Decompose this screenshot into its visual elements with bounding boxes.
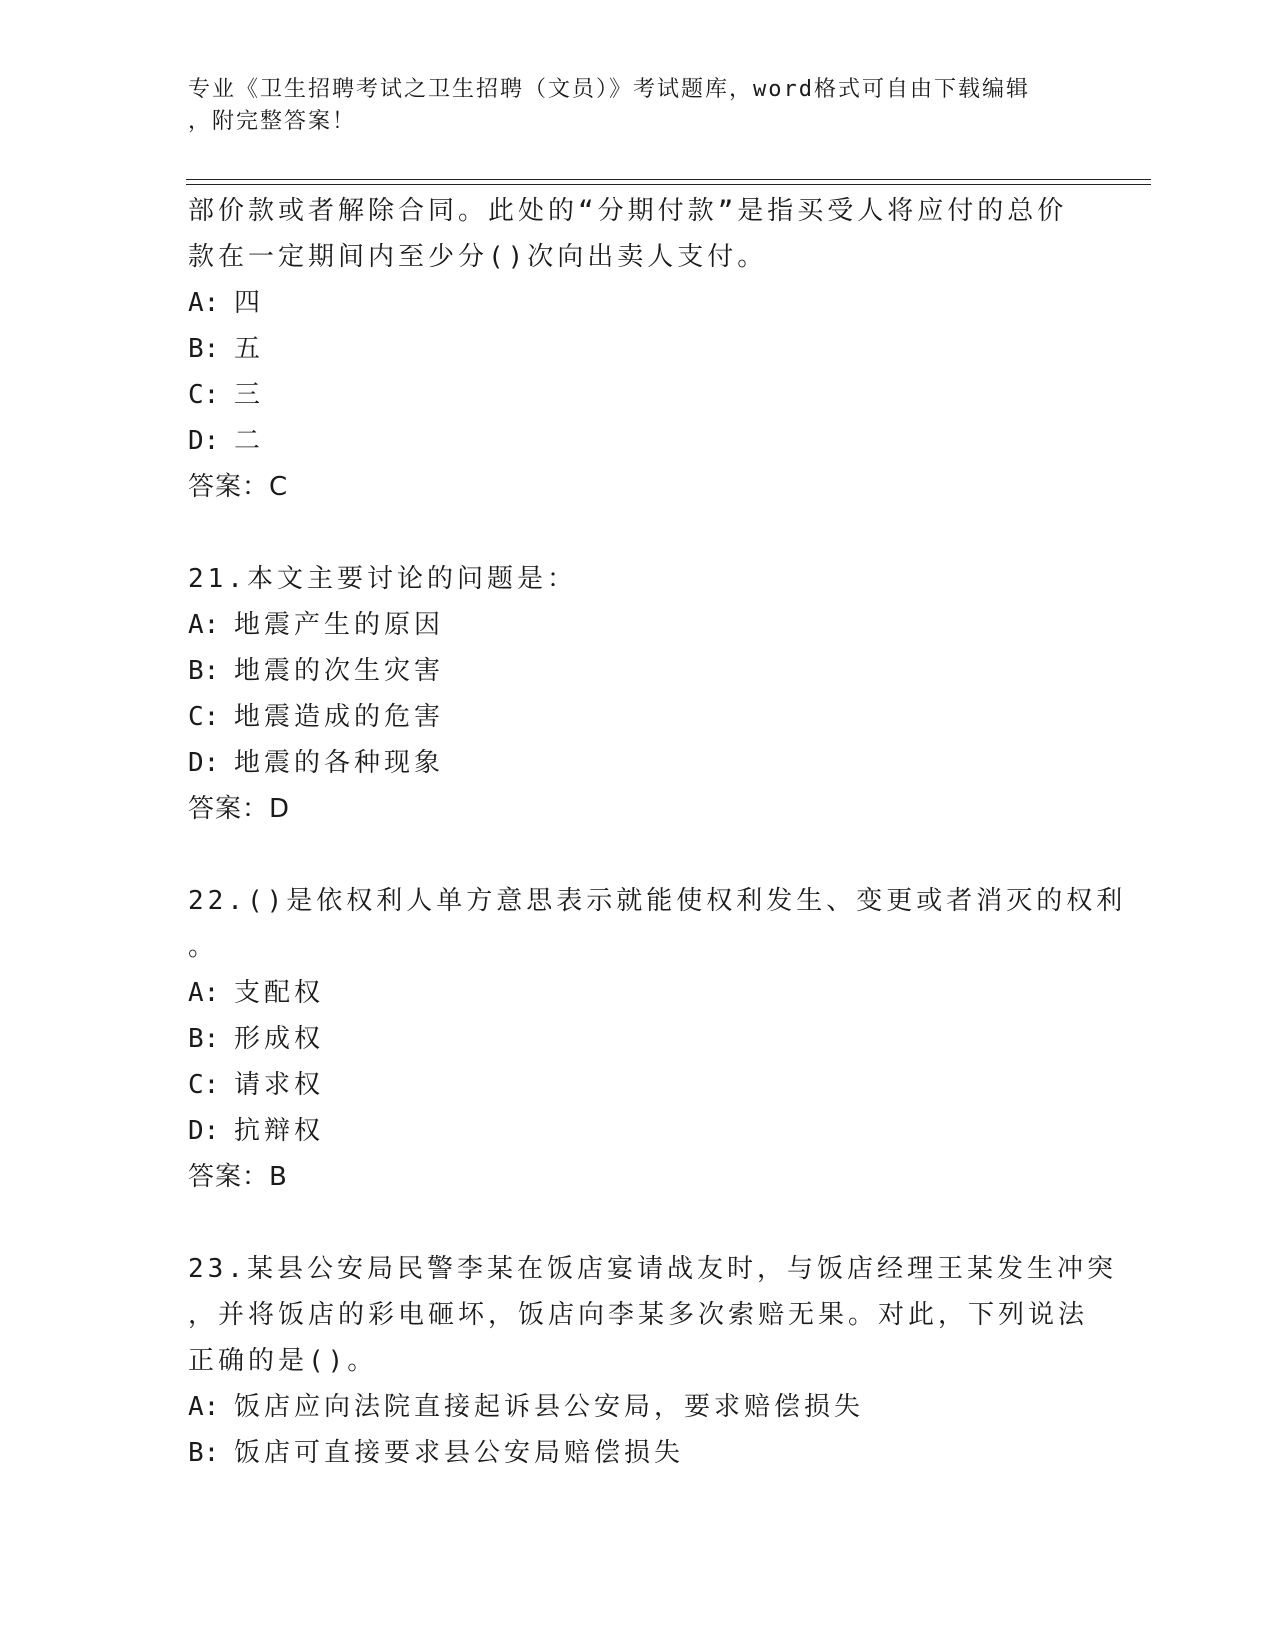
question-text-line: 23.某县公安局民警李某在饭店宴请战友时，与饭店经理王某发生冲突 <box>188 1254 1117 1284</box>
question-list <box>188 188 1127 1476</box>
option-key: D: <box>188 1116 220 1146</box>
question-text-line: 。 <box>188 932 219 962</box>
option-text: 抗辩权 <box>234 1116 325 1146</box>
option-a <box>188 1384 1088 1430</box>
option-key: A: <box>188 288 220 318</box>
option-text: 三 <box>234 380 265 410</box>
option-b <box>188 1430 1088 1476</box>
option-c <box>188 372 1088 418</box>
option-key: A: <box>188 978 220 1008</box>
option-a <box>188 280 1088 326</box>
option-key: B: <box>188 1024 220 1054</box>
option-d <box>188 418 1088 464</box>
spacer <box>188 832 1088 878</box>
option-key: D: <box>188 748 220 778</box>
question-text-line: 部价款或者解除合同。此处的“分期付款”是指买受人将应付的总价 <box>188 196 1068 226</box>
question-23 <box>188 1246 1117 1476</box>
spacer <box>188 510 1088 556</box>
option-text: 地震造成的危害 <box>234 702 445 732</box>
spacer <box>188 1200 1088 1246</box>
option-b <box>188 648 1088 694</box>
option-text: 五 <box>234 334 265 364</box>
question-text-line: 22.()是依权利人单方意思表示就能使权利发生、变更或者消灭的权利 <box>188 886 1127 916</box>
option-a <box>188 970 1088 1016</box>
option-text: 二 <box>234 426 265 456</box>
answer-line: 答案：D <box>188 794 291 824</box>
question-text-line: 款在一定期间内至少分()次向出卖人支付。 <box>188 242 768 272</box>
option-text: 地震的各种现象 <box>234 748 445 778</box>
option-text: 饭店可直接要求县公安局赔偿损失 <box>234 1438 685 1468</box>
header-line-2: ，附完整答案！ <box>188 109 357 134</box>
header-divider-bottom <box>186 184 1151 185</box>
question-text-line: ，并将饭店的彩电砸坏，饭店向李某多次索赔无果。对此，下列说法 <box>188 1300 1089 1330</box>
option-text: 地震的次生灾害 <box>234 656 445 686</box>
option-key: B: <box>188 1438 220 1468</box>
answer-line: 答案：B <box>188 1162 288 1192</box>
option-key: C: <box>188 1070 220 1100</box>
header-divider-top <box>186 179 1151 180</box>
document-header <box>188 74 1068 138</box>
option-text: 形成权 <box>234 1024 325 1054</box>
option-key: C: <box>188 380 220 410</box>
option-text: 支配权 <box>234 978 325 1008</box>
option-key: D: <box>188 426 220 456</box>
option-text: 地震产生的原因 <box>234 610 445 640</box>
option-key: B: <box>188 656 220 686</box>
option-text: 请求权 <box>234 1070 325 1100</box>
option-key: C: <box>188 702 220 732</box>
option-text: 四 <box>234 288 265 318</box>
option-d <box>188 740 1088 786</box>
option-b <box>188 326 1088 372</box>
header-line-1: 专业《卫生招聘考试之卫生招聘（文员）》考试题库，word格式可自由下载编辑 <box>188 77 1030 102</box>
option-c <box>188 694 1088 740</box>
question-20 <box>188 188 1088 510</box>
option-c <box>188 1062 1088 1108</box>
answer-line: 答案：C <box>188 472 289 502</box>
option-key: A: <box>188 1392 220 1422</box>
option-key: A: <box>188 610 220 640</box>
option-key: B: <box>188 334 220 364</box>
option-text: 饭店应向法院直接起诉县公安局，要求赔偿损失 <box>234 1392 865 1422</box>
option-b <box>188 1016 1088 1062</box>
question-text-line: 正确的是()。 <box>188 1346 378 1376</box>
question-text-line: 21.本文主要讨论的问题是： <box>188 564 577 594</box>
question-22 <box>188 878 1127 1200</box>
option-a <box>188 602 1088 648</box>
option-d <box>188 1108 1088 1154</box>
question-21 <box>188 556 1088 832</box>
